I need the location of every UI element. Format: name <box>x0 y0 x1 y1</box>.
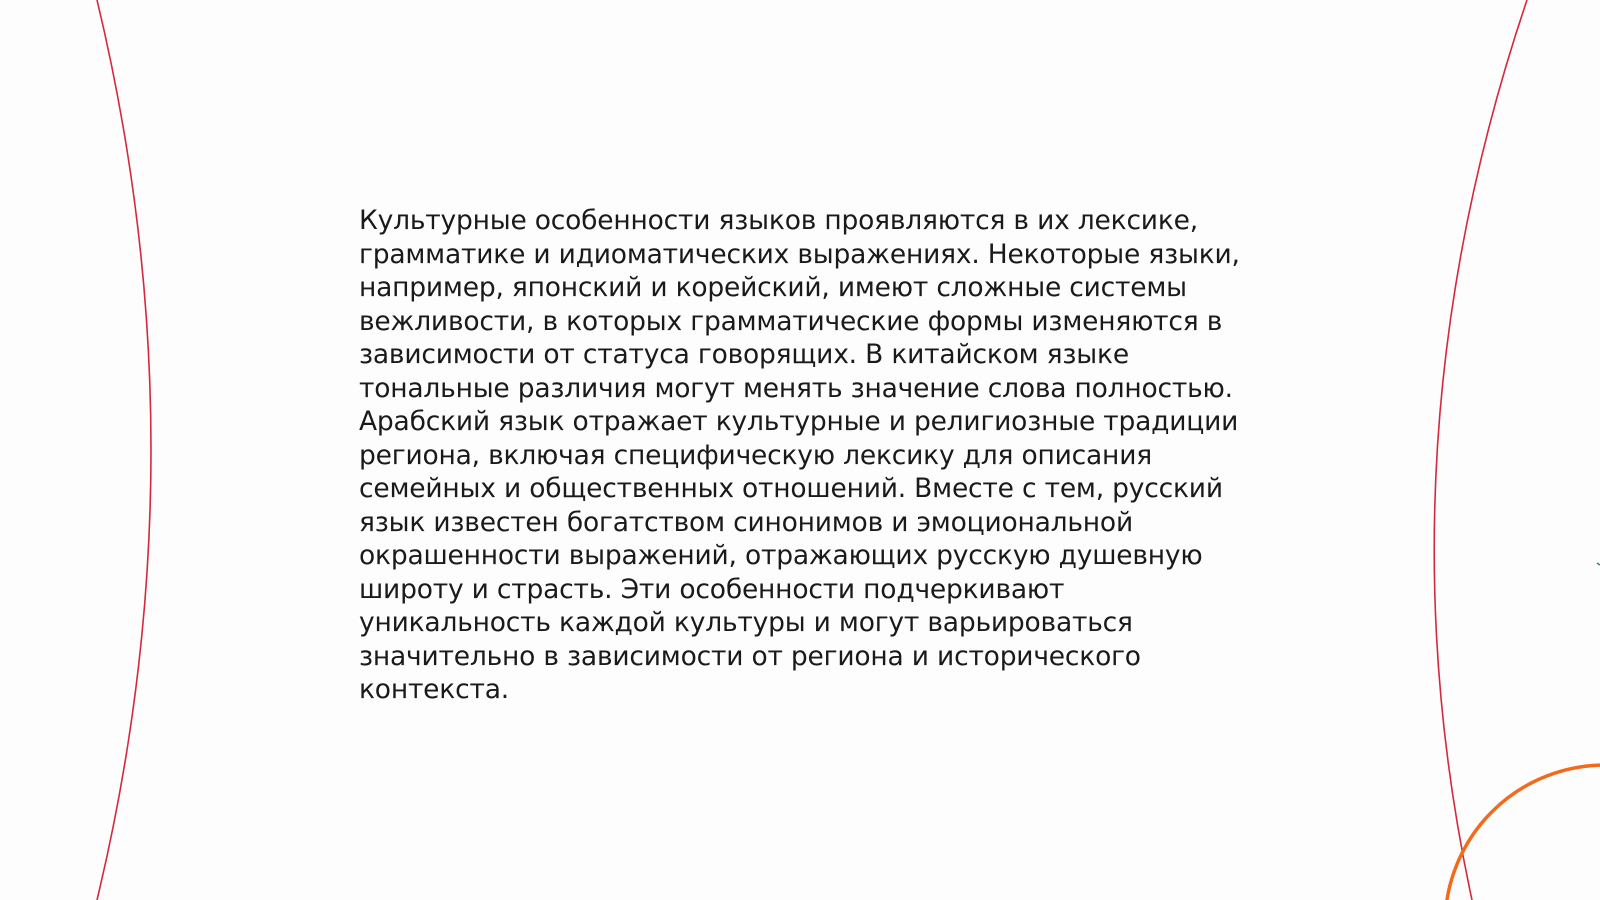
body-line: уникальность каждой культуры и могут варьироваться <box>359 607 1133 638</box>
body-line: Культурные особенности языков проявляются в их лексике, <box>359 205 1198 236</box>
body-paragraph <box>359 204 1259 707</box>
right-arc <box>1434 0 1527 900</box>
body-line: контекста. <box>359 674 509 705</box>
body-line: окрашенности выражений, отражающих русскую душевную <box>359 540 1203 571</box>
body-line: региона, включая специфическую лексику для описания <box>359 439 1152 471</box>
body-line: например, японский и корейский, имеют сложные системы <box>359 272 1187 303</box>
body-line: Арабский язык отражает культурные и религиозные традиции <box>359 406 1239 437</box>
body-line: широту и страсть. Эти особенности подчеркивают <box>359 573 1065 605</box>
body-line: вежливости, в которых грамматические формы изменяются в <box>359 305 1223 337</box>
body-line: зависимости от статуса говорящих. В китайском языке <box>359 339 1129 370</box>
body-line: грамматике и идиоматических выражениях. Некоторые языки, <box>359 238 1240 270</box>
body-line: тональные различия могут менять значение слова полностью. <box>359 372 1233 404</box>
body-line: семейных и общественных отношений. Вместе с тем, русский <box>359 473 1223 504</box>
body-line: язык известен богатством синонимов и эмоциональной <box>359 506 1133 538</box>
body-line: значительно в зависимости от региона и исторического <box>359 640 1141 672</box>
left-arc <box>97 0 151 900</box>
